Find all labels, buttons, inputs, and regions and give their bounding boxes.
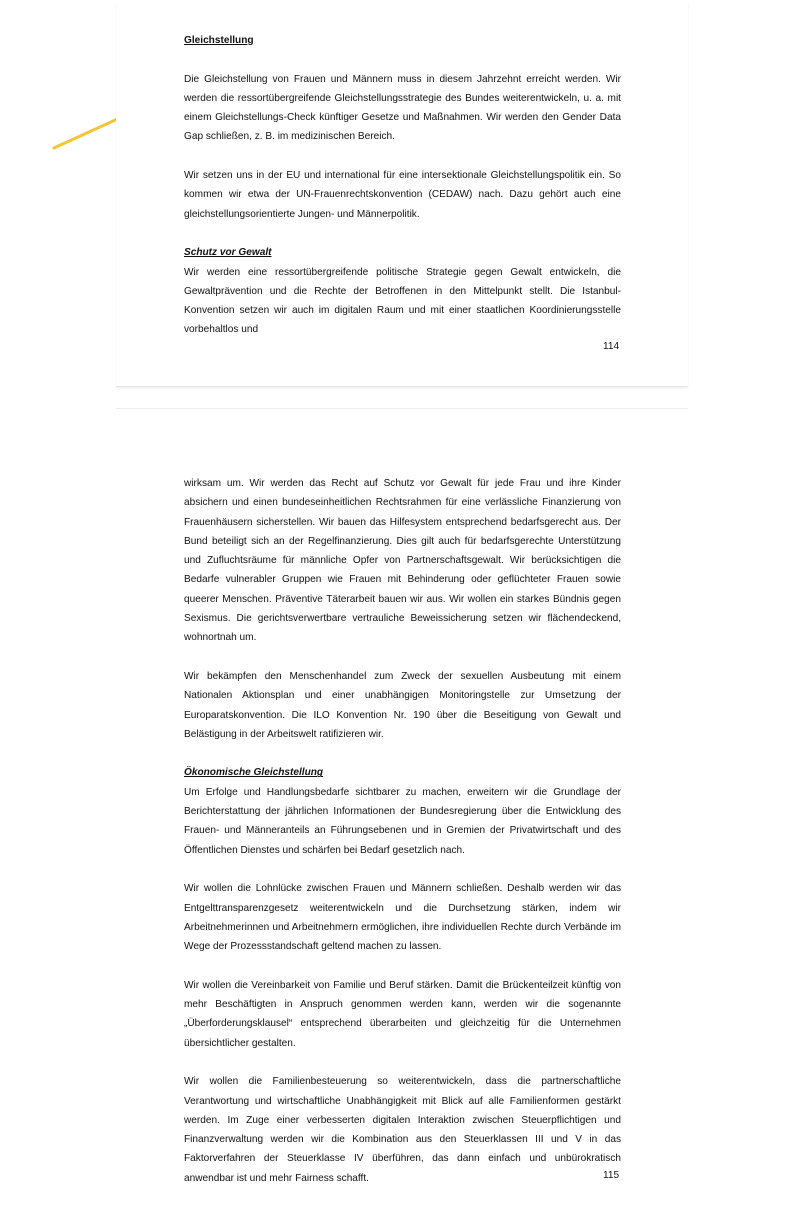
paragraph: Wir setzen uns in der EU und international für eine intersektionale Gleichstellungspolitik ein. So kommen wir etwa der UN-Frauenrechtskonvention (CEDAW) nach. Dazu gehört auch eine gleichstellungsorientierte Jungen- und Männerpolitik. [184, 170, 621, 220]
subheading-oekonomische-gleichstellung: Ökonomische Gleichstellung [184, 767, 324, 779]
page-number: 115 [603, 1170, 620, 1181]
paragraph: Die Gleichstellung von Frauen und Männern muss in diesem Jahrzehnt erreicht werden. Wir werden die ressortübergreifende Gleichstellungsstrategie des Bundes weiterentwickeln, u. a. mit einem Gleichstellungs-Check künftiger Gesetze und Maßnahmen. Wir werden den Gender Data Gap schließen, z. B. im medizinischen Bereich. [184, 73, 621, 143]
document-page-115 [116, 408, 688, 1201]
subheading-schutz-vor-gewalt: Schutz vor Gewalt [184, 247, 272, 259]
paragraph: Wir werden eine ressortübergreifende politische Strategie gegen Gewalt entwickeln, die Gewaltprävention und die Rechte der Betroffenen in den Mittelpunkt stellt. Die Istanbul-Konvention setzen wir auch im digitalen Raum und mit einer staatlichen Koordinierungsstelle vorbehaltlos und [184, 266, 621, 336]
page-114-content [184, 31, 621, 359]
page-115-content [184, 474, 621, 1207]
paragraph: wirksam um. Wir werden das Recht auf Schutz vor Gewalt für jede Frau und ihre Kinder absichern und einen bundeseinheitlichen Rechtsrahmen für eine verlässliche Finanzierung von Frauenhäusern sicherstellen. Wir bauen das Hilfesystem entsprechend bedarfsgerecht aus. Der Bund beteiligt sich an der Regelfinanzierung. Dies gilt auch für bedarfsgerechte Unterstützung und Zufluchtsräume für männliche Opfer von Partnerschaftsgewalt. Wir berücksichtigen die Bedarfe vulnerabler Gruppen wie Frauen mit Behinderung oder geflüchteter Frauen sowie queerer Menschen. Präventive Täterarbeit bauen wir aus. Wir wollen ein starkes Bündnis gegen Sexismus. Die gerichtsverwertbare vertrauliche Beweissicherung setzen wir flächendeckend, wohnortnah um. [184, 478, 621, 644]
document-page-114 [116, 0, 688, 387]
paragraph: Wir wollen die Lohnlücke zwischen Frauen und Männern schließen. Deshalb werden wir das Entgelttransparenzgesetz weiterentwickeln und die Durchsetzung stärken, indem wir Arbeitnehmerinnen und Arbeitnehmern ermöglichen, ihre individuellen Rechte durch Verbände im Wege der Prozessstandschaft geltend machen zu lassen. [184, 883, 621, 953]
paragraph: Wir bekämpfen den Menschenhandel zum Zweck der sexuellen Ausbeutung mit einem Nationalen Aktionsplan und einer unabhängigen Monitoringstelle zur Umsetzung der Europaratskonvention. Die ILO Konvention Nr. 190 über die Beseitigung von Gewalt und Belästigung in der Arbeitswelt ratifizieren wir. [184, 670, 621, 740]
paragraph: Wir wollen die Vereinbarkeit von Familie und Beruf stärken. Damit die Brückenteilzeit künftig von mehr Beschäftigten in Anspruch genommen werden kann, werden wir die sogenannte „Überforderungsklausel“ entsprechend überarbeiten und gleichzeitig für die Unternehmen übersichtlicher gestalten. [184, 979, 621, 1049]
paragraph: Um Erfolge und Handlungsbedarfe sichtbarer zu machen, erweitern wir die Grundlage der Berichterstattung der jährlichen Informationen der Bundesregierung über die Entwicklung des Frauen- und Männeranteils an Führungsebenen und in Gremien der Privatwirtschaft und des Öffentlichen Dienstes und schärfen bei Bedarf gesetzlich nach. [184, 786, 621, 856]
section-heading-gleichstellung: Gleichstellung [184, 35, 254, 46]
paragraph: Wir wollen die Familienbesteuerung so weiterentwickeln, dass die partnerschaftliche Verantwortung und wirtschaftliche Unabhängigkeit mit Blick auf alle Familienformen gestärkt werden. Im Zuge einer verbesserten digitalen Interaktion zwischen Steuerpflichtigen und Finanzverwaltung werden wir die Kombination aus den Steuerklassen III und V in das Faktorverfahren der Steuerklasse IV überführen, das dann einfach und unbürokratisch anwendbar ist und mehr Fairness schafft. [184, 1076, 621, 1184]
page-number: 114 [603, 341, 620, 352]
